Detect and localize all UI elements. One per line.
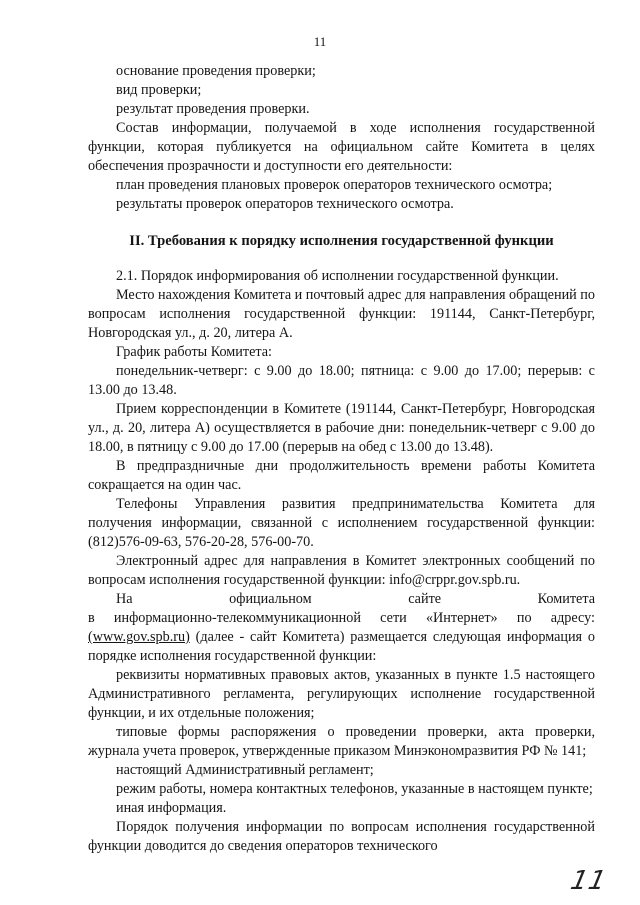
- document-body: [88, 62, 595, 856]
- paragraph-site: [88, 609, 595, 666]
- paragraph-email: Электронный адрес для направления в Комитет электронных сообщений по вопросам исполнения государственной функции: info@crppr.gov.spb.ru.: [88, 553, 595, 588]
- list-item: типовые формы распоряжения о проведении проверки, акта проверки, журнала учета проверок, утвержденные приказом Минэкономразвития РФ № 141;: [88, 724, 595, 759]
- site-word: Комитета: [537, 591, 595, 607]
- paragraph-last: Порядок получения информации по вопросам исполнения государственной функции доводится до сведения операторов технического: [88, 819, 595, 854]
- schedule-title: График работы Комитета:: [116, 344, 272, 360]
- paragraph-mail: Прием корреспонденции в Комитете (191144, Санкт-Петербург, Новгородская ул., д. 20, литера А) осуществляется в рабочие дни: понедельник-четверг с 9.00 до 18.00, в пятницу с 9.00 до 17.00 (перерыв на обед с 13.00 до 13.48).: [88, 401, 595, 455]
- list-item: иная информация.: [116, 800, 227, 816]
- paragraph-phones: Телефоны Управления развития предпринимательства Комитета для получения информации, связанной с исполнением государственной функции: (812)576-09-63, 576-20-28, 576-00-70.: [88, 496, 595, 550]
- paragraph-2-1: 2.1. Порядок информирования об исполнении государственной функции.: [116, 268, 559, 284]
- site-word: сайте: [408, 591, 442, 607]
- list-item: план проведения плановых проверок операторов технического осмотра;: [116, 177, 553, 193]
- page-number: 11: [313, 34, 327, 49]
- paragraph-composition: Состав информации, получаемой в ходе исполнения государственной функции, которая публикуется на официальном сайте Комитета в целях обеспечения прозрачности и доступности его деятельности:: [88, 120, 595, 174]
- paragraph-schedule: понедельник-четверг: с 9.00 до 18.00; пятница: с 9.00 до 17.00; перерыв: с 13.00 до 13.48.: [88, 363, 595, 398]
- site-text-2: (далее - сайт Комитета) размещается следующая информация о порядке исполнения государственной функции:: [88, 629, 595, 664]
- paragraph-location: Место нахождения Комитета и почтовый адрес для направления обращений по вопросам исполнения государственной функции: 191144, Санкт-Петербург, Новгородская ул., д. 20, литера А.: [88, 287, 595, 341]
- list-item: основание проведения проверки;: [116, 63, 316, 79]
- paragraph-holiday: В предпраздничные дни продолжительность времени работы Комитета сокращается на один час.: [88, 458, 595, 493]
- handwritten-page-number: 11: [567, 866, 610, 896]
- site-line: [88, 590, 595, 609]
- site-link[interactable]: (www.gov.spb.ru): [88, 629, 190, 645]
- site-text: в информационно-телекоммуникационной сети «Интернет» по адресу:: [88, 610, 595, 626]
- section-heading: II. Требования к порядку исполнения государственной функции: [129, 233, 554, 249]
- list-item: вид проверки;: [116, 82, 202, 98]
- list-item: результаты проверок операторов технического осмотра.: [116, 196, 454, 212]
- list-item: реквизиты нормативных правовых актов, указанных в пункте 1.5 настоящего Административного регламента, регулирующих исполнение государственной функции, и их отдельные положения;: [88, 667, 595, 721]
- list-item: настоящий Административный регламент;: [116, 762, 374, 778]
- list-item: режим работы, номера контактных телефонов, указанные в настоящем пункте;: [116, 781, 593, 797]
- site-word: На: [116, 591, 133, 607]
- list-item: результат проведения проверки.: [116, 101, 310, 117]
- site-word: официальном: [229, 591, 312, 607]
